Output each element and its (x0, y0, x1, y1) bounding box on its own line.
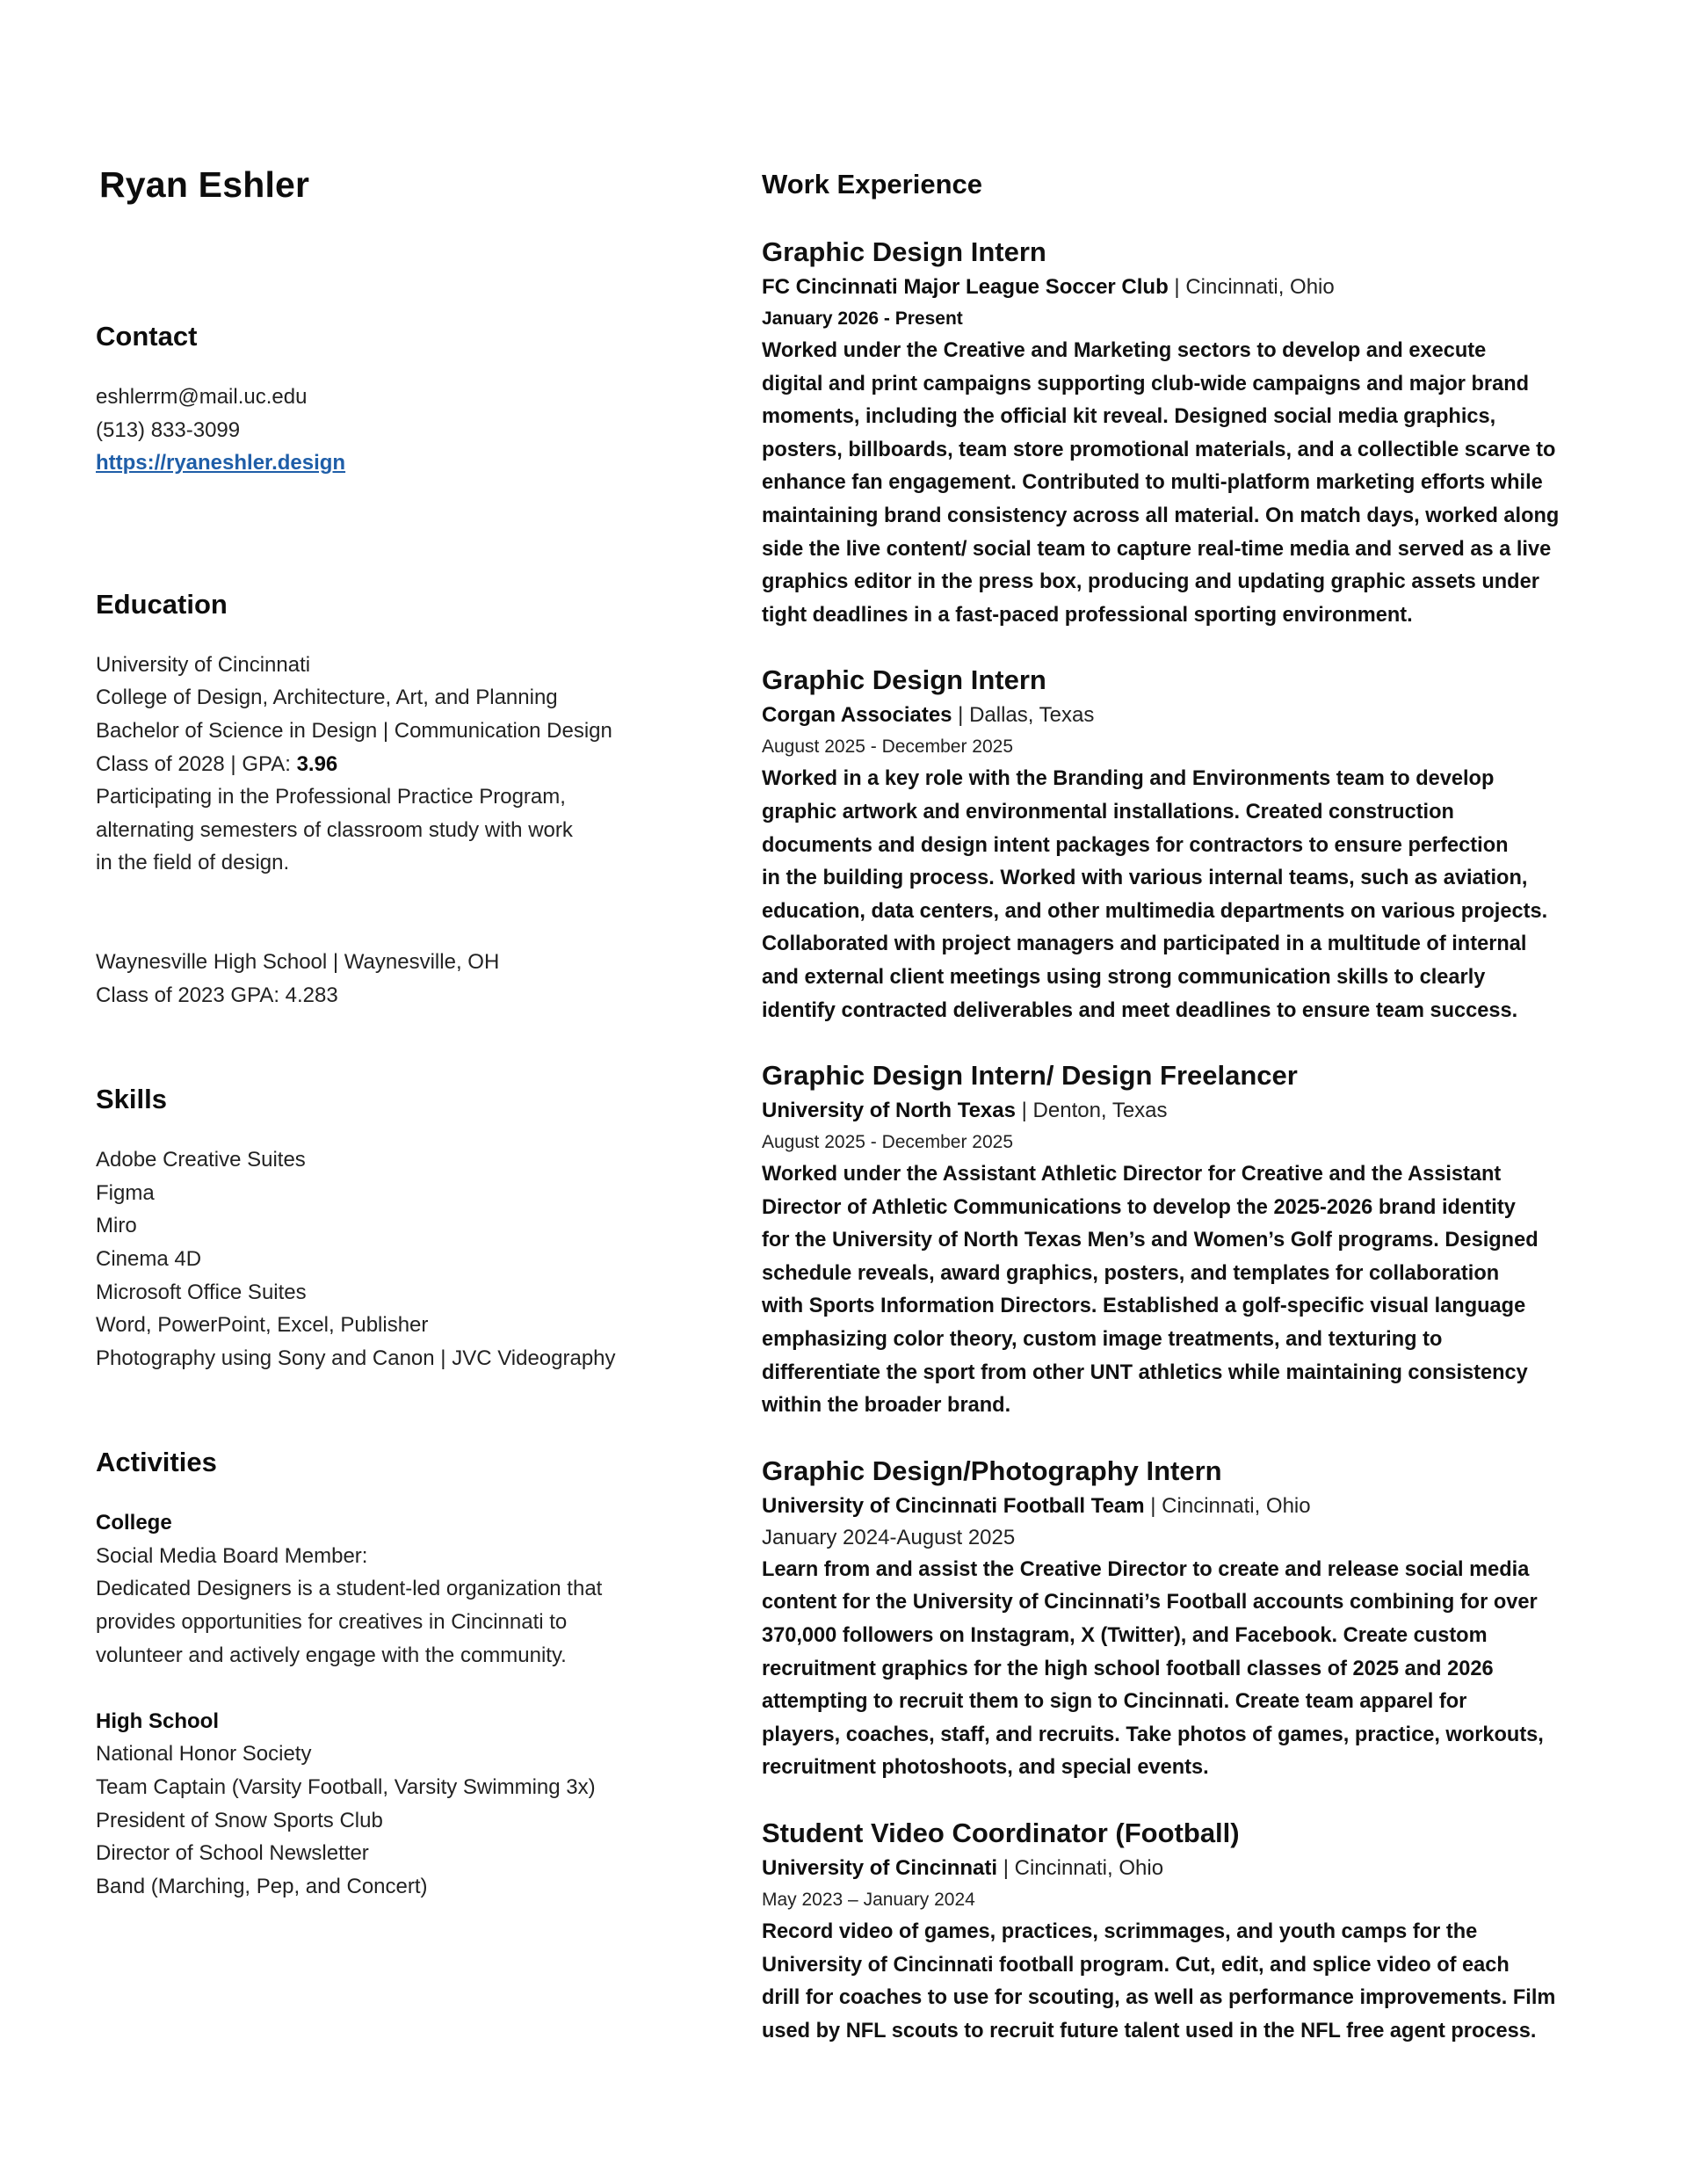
job-title: Graphic Design/Photography Intern (762, 1455, 1222, 1486)
job-description-line: tight deadlines in a fast-paced professional sporting environment. (762, 603, 1413, 627)
college-program-line: Participating in the Professional Practice Program, (96, 785, 566, 809)
job-description-line: Record video of games, practices, scrimmages, and youth camps for the (762, 1920, 1478, 1943)
job-description-line: for the University of North Texas Men’s and Women’s Golf programs. Designed (762, 1229, 1539, 1252)
job-description-line: differentiate the sport from other UNT athletics while maintaining consistency (762, 1360, 1528, 1384)
college-class-gpa (96, 748, 702, 781)
skill-item: Photography using Sony and Canon | JVC Videography (96, 1346, 616, 1370)
job-org: Corgan Associates (762, 703, 952, 728)
college-name: College of Design, Architecture, Art, and Planning (96, 686, 558, 710)
job-title: Student Video Coordinator (Football) (762, 1818, 1240, 1848)
job-description-line: maintaining brand consistency across all material. On match days, worked along (762, 504, 1560, 527)
activity-line: Director of School Newsletter (96, 1841, 369, 1866)
job-description-line: with Sports Information Directors. Established a golf-specific visual language (762, 1295, 1526, 1318)
job-entry (762, 1814, 1596, 2048)
job-company (762, 1095, 1596, 1127)
activities-heading: Activities (96, 1447, 217, 1478)
activities-high-school-label: High School (96, 1709, 219, 1733)
college-program-line: in the field of design. (96, 851, 290, 875)
education-heading: Education (96, 588, 228, 620)
job-org: University of North Texas (762, 1099, 1016, 1123)
contact-section (96, 319, 702, 480)
education-section (96, 587, 702, 1012)
job-description-line: education, data centers, and other multimedia departments on various projects. (762, 899, 1548, 923)
job-description-line: documents and design intent packages for contractors to ensure perfection (762, 833, 1509, 857)
job-dates: May 2023 – January 2024 (762, 1890, 975, 1910)
activities-section (96, 1445, 702, 1903)
job-entry (762, 1452, 1596, 1785)
job-company (762, 1491, 1596, 1522)
activity-line: volunteer and actively engage with the community. (96, 1643, 567, 1667)
high-school-name: Waynesville High School | Waynesville, OH (96, 949, 500, 974)
job-description-line: posters, billboards, team store promotional materials, and a collectible scarve to (762, 438, 1556, 461)
job-description-line: within the broader brand. (762, 1394, 1011, 1418)
job-company (762, 700, 1596, 731)
job-description-line: attempting to recruit them to sign to Cincinnati. Create team apparel for (762, 1690, 1467, 1714)
college-class-label: Class of 2028 | GPA: (96, 751, 297, 776)
skill-item: Adobe Creative Suites (96, 1148, 306, 1172)
job-org: University of Cincinnati (762, 1856, 998, 1880)
job-description-line: moments, including the official kit reveal. Designed social media graphics, (762, 405, 1496, 429)
job-company (762, 272, 1596, 303)
job-entry (762, 1056, 1596, 1423)
job-org: FC Cincinnati Major League Soccer Club (762, 275, 1169, 299)
activity-line: Dedicated Designers is a student-led organization that (96, 1577, 603, 1601)
job-description-line: drill for coaches to use for scouting, as well as performance improvements. Film (762, 1986, 1556, 2010)
job-description-line: schedule reveals, award graphics, posters, and templates for collaboration (762, 1261, 1500, 1285)
job-description-line: enhance fan engagement. Contributed to multi-platform marketing efforts while (762, 471, 1543, 495)
job-description-line: Worked in a key role with the Branding and Environments team to develop (762, 767, 1495, 791)
skill-item: Cinema 4D (96, 1246, 202, 1271)
job-description-line: Director of Athletic Communications to develop the 2025-2026 brand identity (762, 1195, 1516, 1219)
job-description-line: 370,000 followers on Instagram, X (Twitter), and Facebook. Create custom (762, 1624, 1488, 1648)
skill-item: Miro (96, 1214, 137, 1238)
activity-line: Team Captain (Varsity Football, Varsity Swimming 3x) (96, 1775, 596, 1800)
job-description-line: used by NFL scouts to recruit future talent used in the NFL free agent process. (762, 2019, 1537, 2043)
contact-phone[interactable]: (513) 833-3099 (96, 417, 241, 442)
job-dates: August 2025 - December 2025 (762, 1132, 1014, 1153)
work-experience-heading: Work Experience (762, 169, 982, 200)
job-description-line: Worked under the Creative and Marketing sectors to develop and execute (762, 339, 1487, 362)
job-dates: January 2024-August 2025 (762, 1525, 1016, 1549)
college-program-line: alternating semesters of classroom study with work (96, 817, 573, 842)
activity-line: National Honor Society (96, 1742, 312, 1767)
job-location: | Cincinnati, Ohio (1168, 275, 1335, 299)
job-description-line: players, coaches, staff, and recruits. Take photos of games, practice, workouts, (762, 1723, 1544, 1746)
job-description-line: Worked under the Assistant Athletic Director for Creative and the Assistant (762, 1163, 1502, 1186)
skill-item: Word, PowerPoint, Excel, Publisher (96, 1313, 429, 1338)
skill-item: Microsoft Office Suites (96, 1280, 307, 1304)
skills-section (96, 1082, 702, 1375)
job-entry (762, 233, 1596, 632)
job-location: | Dallas, Texas (952, 703, 1095, 728)
job-description-line: content for the University of Cincinnati’s Football accounts combining for over (762, 1591, 1538, 1614)
activity-line: Social Media Board Member: (96, 1543, 368, 1568)
activity-line: Band (Marching, Pep, and Concert) (96, 1874, 428, 1898)
job-entry (762, 661, 1596, 1027)
job-description-line: emphasizing color theory, custom image treatments, and texturing to (762, 1328, 1443, 1352)
job-description-line: side the live content/ social team to capture real-time media and served as a live (762, 537, 1552, 561)
job-dates: January 2026 - Present (762, 308, 963, 329)
skill-item: Figma (96, 1180, 155, 1205)
job-description-line: Learn from and assist the Creative Director to create and release social media (762, 1557, 1530, 1581)
left-column (96, 158, 702, 1903)
job-title: Graphic Design Intern (762, 664, 1046, 696)
activity-line: President of Snow Sports Club (96, 1808, 383, 1832)
college-gpa: 3.96 (296, 751, 338, 776)
job-description-line: Collaborated with project managers and participated in a multitude of internal (762, 932, 1527, 956)
job-company (762, 1853, 1596, 1884)
activity-line: provides opportunities for creatives in Cincinnati to (96, 1610, 568, 1635)
job-location: | Cincinnati, Ohio (997, 1856, 1164, 1880)
job-location: | Denton, Texas (1015, 1099, 1168, 1123)
activities-college-label: College (96, 1511, 172, 1535)
job-description-line: graphic artwork and environmental installations. Created construction (762, 800, 1454, 824)
person-name: Ryan Eshler (99, 164, 310, 205)
job-description-line: University of Cincinnati football program. Cut, edit, and splice video of each (762, 1953, 1510, 1977)
skills-list (96, 1143, 702, 1375)
job-description-line: recruitment photoshoots, and special events. (762, 1756, 1209, 1780)
job-description-line: digital and print campaigns supporting club-wide campaigns and major brand (762, 372, 1530, 395)
college-degree: Bachelor of Science in Design | Communication Design (96, 718, 612, 743)
job-dates: August 2025 - December 2025 (762, 736, 1014, 758)
job-description-line: in the building process. Worked with various internal teams, such as aviation, (762, 867, 1528, 890)
job-title: Graphic Design Intern/ Design Freelancer (762, 1060, 1298, 1092)
skills-heading: Skills (96, 1084, 167, 1115)
job-description-line: identify contracted deliverables and meet deadlines to ensure team success. (762, 998, 1518, 1022)
college-school: University of Cincinnati (96, 652, 311, 677)
job-org: University of Cincinnati Football Team (762, 1493, 1145, 1518)
high-school-class: Class of 2023 GPA: 4.283 (96, 983, 338, 1007)
contact-heading: Contact (96, 321, 198, 352)
job-description-line: recruitment graphics for the high school football classes of 2025 and 2026 (762, 1657, 1494, 1680)
job-title: Graphic Design Intern (762, 236, 1046, 267)
job-description-line: and external client meetings using strong communication skills to clearly (762, 965, 1486, 989)
job-description-line: graphics editor in the press box, producing and updating graphic assets under (762, 570, 1539, 594)
contact-email[interactable]: eshlerrm@mail.uc.edu (96, 385, 308, 409)
job-location: | Cincinnati, Ohio (1144, 1493, 1311, 1518)
portfolio-link[interactable]: https://ryaneshler.design (96, 451, 346, 475)
right-column (762, 167, 1596, 2048)
